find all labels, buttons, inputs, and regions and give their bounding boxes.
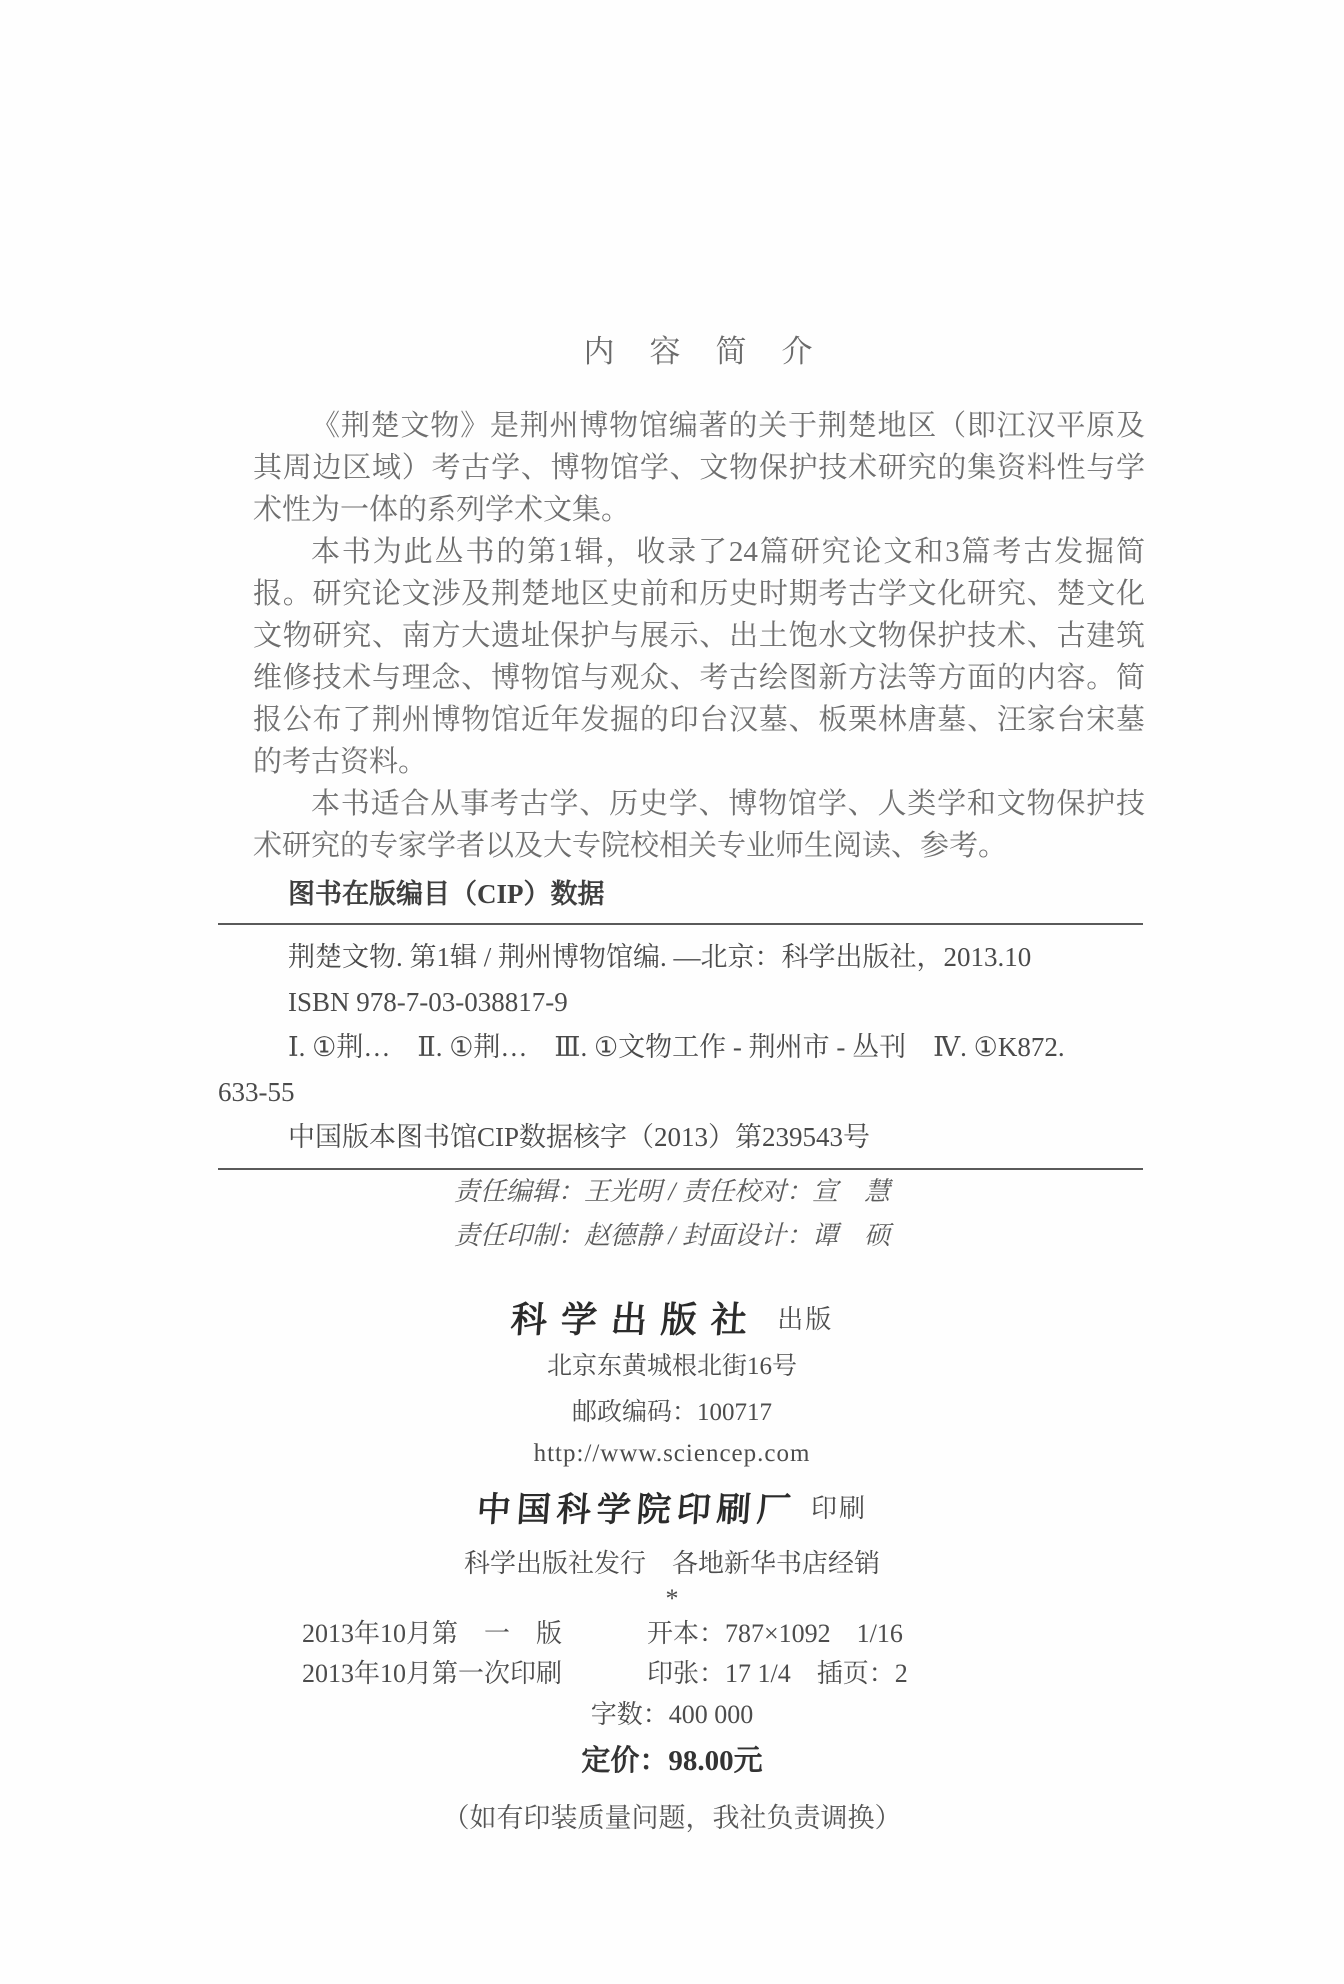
cip-isbn-line: ISBN 978-7-03-038817-9 bbox=[288, 987, 568, 1017]
cip-class-line-wrap: 633-55 bbox=[218, 1077, 295, 1107]
separator-star: * bbox=[665, 1584, 679, 1614]
colophon-section bbox=[0, 1298, 1344, 1835]
word-count-line: 字数：400 000 bbox=[590, 1700, 754, 1730]
intro-paragraph: 《荆楚文物》是荆州博物馆编著的关于荆楚地区（即江汉平原及其周边区域）考古学、博物馆学、文物保护技术研究的集资料性与学术性为一体的系列学术文集。 bbox=[253, 410, 1145, 526]
cip-record-line: 中国版本图书馆CIP数据核字（2013）第239543号 bbox=[288, 1122, 871, 1152]
edition-row bbox=[0, 1614, 1344, 1654]
distribution-line: 科学出版社发行 各地新华书店经销 bbox=[463, 1549, 880, 1579]
publisher-url: http://www.sciencep.com bbox=[533, 1440, 811, 1468]
printing-row bbox=[0, 1654, 1344, 1694]
cip-class-line: Ⅰ. ①荆… Ⅱ. ①荆… Ⅲ. ①文物工作 - 荆州市 - 丛刊 Ⅳ. ①K872. bbox=[288, 1032, 1065, 1062]
price-line: 定价：98.00元 bbox=[581, 1745, 763, 1778]
cip-section bbox=[218, 872, 1143, 1170]
printer-suffix: 印刷 bbox=[810, 1494, 867, 1524]
publisher-logotype: 科学出版社 bbox=[509, 1300, 763, 1341]
intro-paragraph: 本书为此丛书的第1辑，收录了24篇研究论文和3篇考古发掘简报。研究论文涉及荆楚地区史前和历史时期考古学文化研究、楚文化文物研究、南方大遗址保护与展示、出土饱水文物保护技术、古建筑维修技术与理念、博物馆与观众、考古绘图新方法等方面的内容。简报公布了荆州博物馆近年发掘的印台汉墓、板栗林唐墓、汪家台宋墓的考古资料。 bbox=[253, 536, 1145, 778]
credits-line: 责任编辑：王光明 / 责任校对：宣 慧 bbox=[453, 1177, 891, 1206]
publisher-suffix: 出版 bbox=[777, 1305, 834, 1335]
printing-date: 2013年10月第一次印刷 bbox=[302, 1659, 563, 1689]
edition-date: 2013年10月第 一 版 bbox=[302, 1619, 563, 1649]
intro-title: 内 容 简 介 bbox=[583, 334, 815, 369]
printer-logotype: 中国科学院印刷厂 bbox=[475, 1492, 798, 1530]
quality-notice: （如有印装质量问题，我社负责调换） bbox=[442, 1803, 902, 1834]
publisher-line bbox=[0, 1298, 1344, 1340]
cip-title-line: 荆楚文物. 第1辑 / 荆州博物馆编. —北京：科学出版社，2013.10 bbox=[288, 942, 1032, 972]
cip-header: 图书在版编目（CIP）数据 bbox=[288, 879, 605, 909]
intro-section bbox=[253, 326, 1145, 867]
format-spec: 开本：787×1092 1/16 bbox=[647, 1619, 903, 1649]
credits-section bbox=[0, 1170, 1344, 1258]
postcode-line: 邮政编码：100717 bbox=[571, 1399, 772, 1427]
divider bbox=[218, 923, 1143, 925]
publisher-address: 北京东黄城根北街16号 bbox=[546, 1353, 797, 1381]
sheets-spec: 印张：17 1/4 插页：2 bbox=[647, 1659, 908, 1689]
printer-line bbox=[0, 1482, 1344, 1531]
credits-line: 责任印制：赵德静 / 封面设计：谭 硕 bbox=[453, 1221, 891, 1250]
intro-paragraph: 本书适合从事考古学、历史学、博物馆学、人类学和文物保护技术研究的专家学者以及大专院校相关专业师生阅读、参考。 bbox=[253, 788, 1145, 862]
